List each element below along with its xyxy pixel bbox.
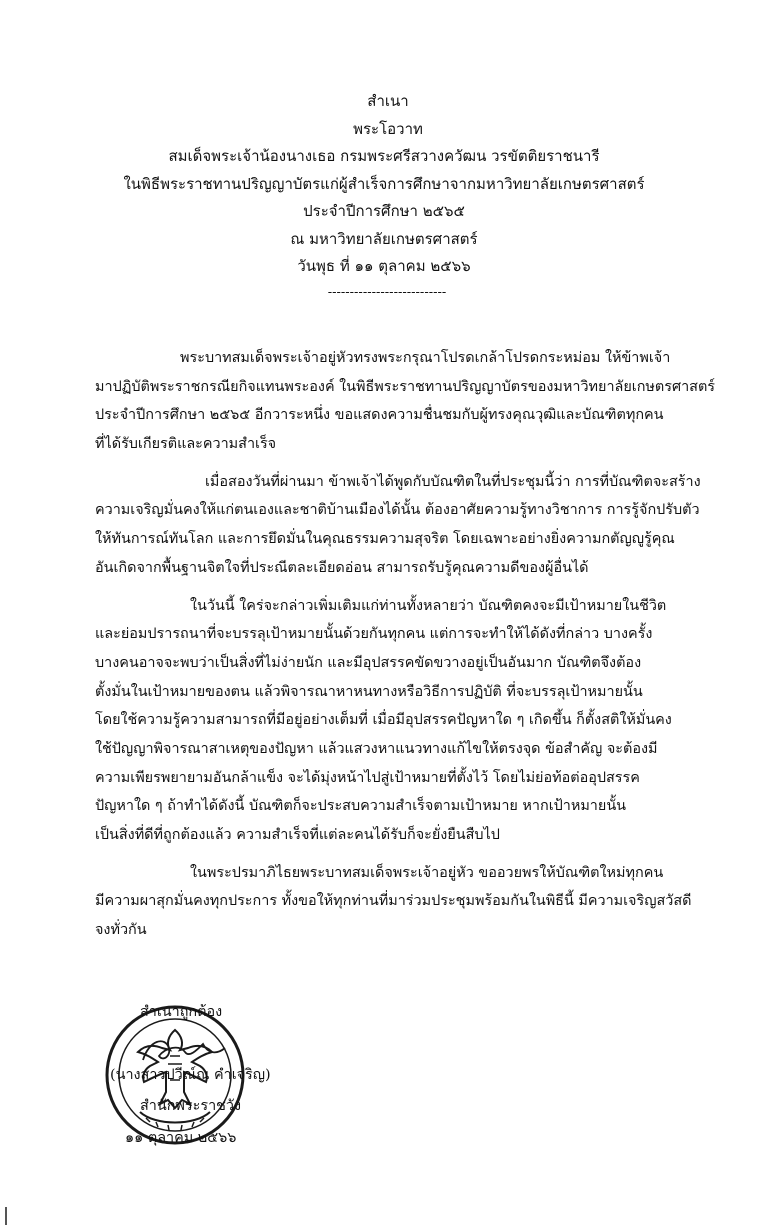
paragraph-line: ในพระปรมาภิไธยพระบาทสมเด็จพระเจ้าอยู่หัว ขออวยพรให้บัณฑิตใหม่ทุกคน [190,864,664,881]
header-line-academic-year: ประจำปีการศึกษา ๒๕๖๕ [303,202,465,220]
header-line-title: พระโอวาท [353,119,423,138]
paragraph-1 [95,344,716,459]
certification-date: ๑๑ ตุลาคม ๒๕๖๖ [125,1130,237,1146]
paragraph-gap [95,583,713,592]
paragraph-line: และย่อมปรารถนาที่จะบรรลุเป้าหมายนั้นด้วยกันทุกคน แต่การจะทำให้ได้ดังที่กล่าว บางครั้ง [95,626,653,643]
header-line-copy: สำเนา [367,92,409,110]
scan-edge-mark-icon [2,1207,12,1225]
paragraph-line: ความเจริญมั่นคงให้แก่ตนเองและชาติบ้านเมืองได้นั้น ต้องอาศัยความรู้ทางวิชาการ การรู้จักปรับตัว [95,502,700,519]
paragraph-line: โดยใช้ความรู้ความสามารถที่มีอยู่อย่างเต็มที่ เมื่อมีอุปสรรคปัญหาใด ๆ เกิดขึ้น ก็ตั้งสติให้มั่นคง [95,712,672,729]
paragraph-gap [95,850,713,859]
paragraph-line: จงทั่วกัน [95,922,147,939]
paragraph-line: เป็นสิ่งที่ดีที่ถูกต้องแล้ว ความสำเร็จที่แต่ละคนได้รับก็จะยั่งยืนสืบไป [95,827,500,843]
paragraph-gap [95,459,713,468]
paragraph-line: ตั้งมั่นในเป้าหมายของตน แล้วพิจารณาหาหนทางหรือวิธีการปฏิบัติ ที่จะบรรลุเป้าหมายนั้น [95,683,643,700]
header-divider: --------------------------- [327,284,447,300]
paragraph-line: ใช้ปัญญาพิจารณาสาเหตุของปัญหา แล้วแสวงหาแนวทางแก้ไขให้ตรงจุด ข้อสำคัญ จะต้องมี [95,740,658,757]
paragraph-line: มาปฏิบัติพระราชกรณียกิจแทนพระองค์ ในพิธีพระราชทานปริญญาบัตรของมหาวิทยาลัยเกษตรศาสตร์ [95,378,716,395]
paragraph-line: ประจำปีการศึกษา ๒๕๖๕ อีกวาระหนึ่ง ขอแสดงความชื่นชมกับผู้ทรงคุณวุฒิและบัณฑิตทุกคน [95,407,664,424]
paragraph-line: อันเกิดจากพื้นฐานจิตใจที่ประณีตละเอียดอ่อน สามารถรับรู้คุณความดีของผู้อื่นได้ [95,559,589,576]
paragraph-2 [95,468,713,583]
certifier-office: สำนักพระราชวัง [140,1098,242,1114]
header-line-ceremony: ในพิธีพระราชทานปริญญาบัตรแก่ผู้สำเร็จการศึกษาจากมหาวิทยาลัยเกษตรศาสตร์ [123,174,645,193]
certification-block [100,1000,330,1170]
speech-body [95,344,716,945]
paragraph-line: พระบาทสมเด็จพระเจ้าอยู่หัวทรงพระกรุณาโปรดเกล้าโปรดกระหม่อม ให้ข้าพเจ้า [180,350,671,366]
handwritten-signature-icon [135,1030,255,1070]
paragraph-line: ในวันนี้ ใคร่จะกล่าวเพิ่มเติมแก่ท่านทั้งหลายว่า บัณฑิตคงจะมีเป้าหมายในชีวิต [190,597,667,614]
paragraph-line: ปัญหาใด ๆ ถ้าทำได้ดังนี้ บัณฑิตก็จะประสบความสำเร็จตามเป้าหมาย หากเป้าหมายนั้น [95,798,626,815]
document-header [0,88,768,303]
paragraph-3 [95,592,713,850]
certifier-name: (นางสาวปวีณ์ณ คำเจริญ) [110,1067,271,1083]
paragraph-line: มีความผาสุกมั่นคงทุกประการ ทั้งขอให้ทุกท่านที่มาร่วมประชุมพร้อมกันในพิธีนี้ มีความเจริญสวัสดี [95,893,692,910]
header-line-venue: ณ มหาวิทยาลัยเกษตรศาสตร์ [290,229,478,248]
paragraph-line: ความเพียรพยายามอันกล้าแข็ง จะได้มุ่งหน้าไปสู่เป้าหมายที่ตั้งไว้ โดยไม่ย่อท้อต่ออุปสรรค [95,769,640,786]
paragraph-line: ที่ได้รับเกียรติและความสำเร็จ [95,436,277,453]
paragraph-line: เมื่อสองวันที่ผ่านมา ข้าพเจ้าได้พูดกับบัณฑิตในที่ประชุมนี้ว่า การที่บัณฑิตจะสร้าง [205,473,701,490]
paragraph-line: ให้ทันการณ์ทันโลก และการยึดมั่นในคุณธรรมความสุจริต โดยเฉพาะอย่างยิ่งความกตัญญูรู้คุณ [95,531,675,548]
certified-copy-label: สำเนาถูกต้อง [140,1004,223,1020]
paragraph-4 [95,859,713,945]
header-line-princess: สมเด็จพระเจ้าน้องนางเธอ กรมพระศรีสวางควัฒน วรขัตติยราชนารี [168,147,600,165]
paragraph-line: บางคนอาจจะพบว่าเป็นสิ่งที่ไม่ง่ายนัก และมีอุปสรรคขัดขวางอยู่เป็นอันมาก บัณฑิตจึงต้อง [95,654,642,671]
header-line-date: วันพุธ ที่ ๑๑ ตุลาคม ๒๕๖๖ [297,257,471,275]
